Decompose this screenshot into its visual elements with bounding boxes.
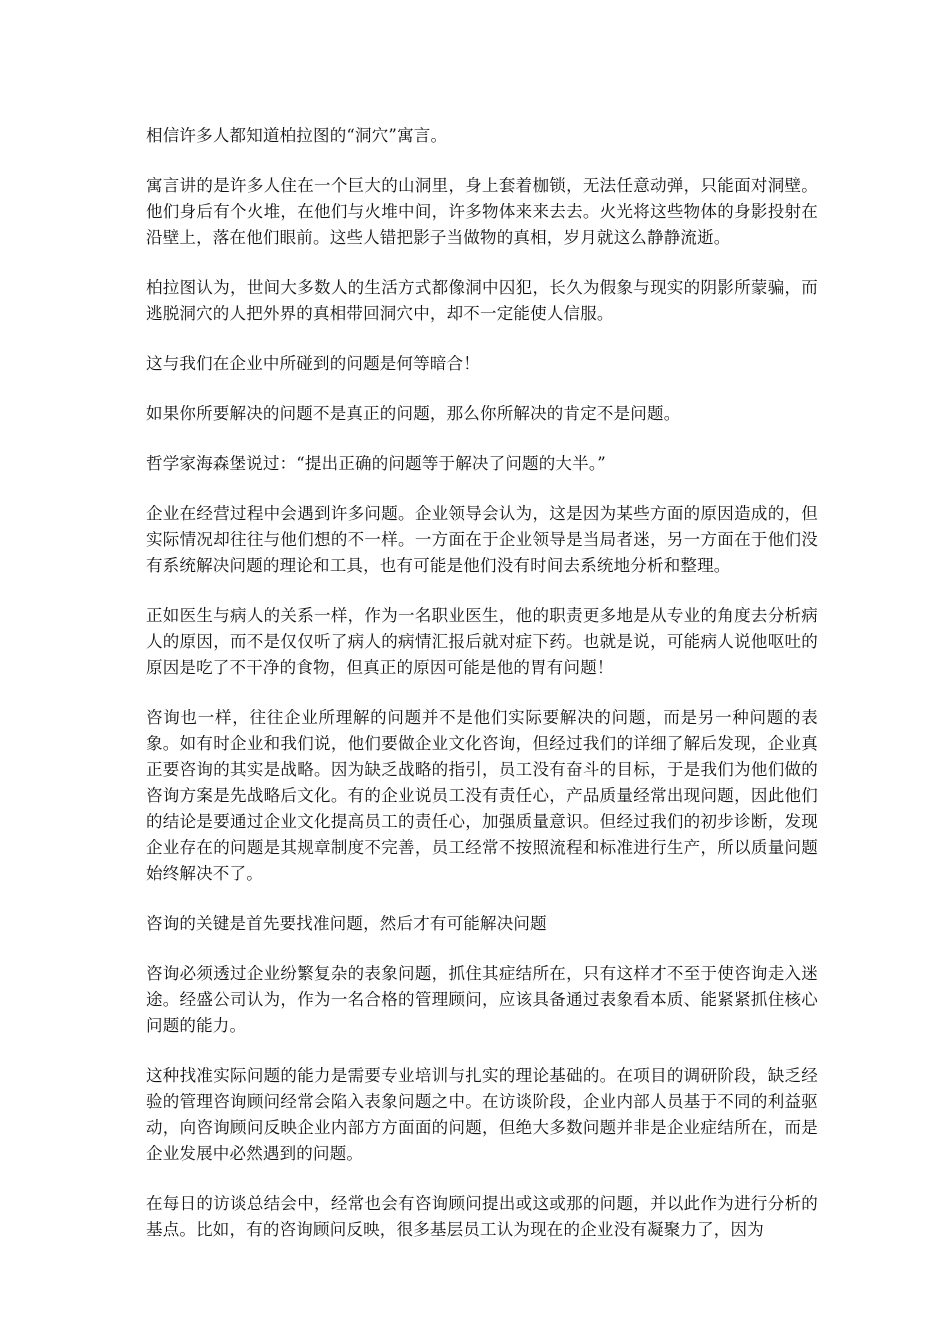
document-body xyxy=(146,123,818,1267)
paragraph: 企业在经营过程中会遇到许多问题。企业领导会认为，这是因为某些方面的原因造成的，但实际情况却往往与他们想的不一样。一方面在于企业领导是当局者迷，另一方面在于他们没有系统解决问题的理论和工具，也有可能是他们没有时间去系统地分析和整理。 xyxy=(146,504,818,575)
paragraph: 哲学家海森堡说过：“提出正确的问题等于解决了问题的大半。” xyxy=(146,454,606,473)
paragraph: 这与我们在企业中所碰到的问题是何等暗合！ xyxy=(146,354,480,373)
paragraph: 寓言讲的是许多人住在一个巨大的山洞里，身上套着枷锁，无法任意动弹，只能面对洞壁。他们身后有个火堆，在他们与火堆中间，许多物体来来去去。火光将这些物体的身影投射在沿壁上，落在他们眼前。这些人错把影子当做物的真相，岁月就这么静静流逝。 xyxy=(146,176,818,247)
paragraph: 在每日的访谈总结会中，经常也会有咨询顾问提出或这或那的问题，并以此作为进行分析的基点。比如，有的咨询顾问反映，很多基层员工认为现在的企业没有凝聚力了，因为 xyxy=(146,1194,818,1239)
paragraph: 咨询必须透过企业纷繁复杂的表象问题，抓住其症结所在，只有这样才不至于使咨询走入迷途。经盛公司认为，作为一名合格的管理顾问，应该具备通过表象看本质、能紧紧抓住核心问题的能力。 xyxy=(146,964,818,1035)
paragraph: 咨询的关键是首先要找准问题，然后才有可能解决问题 xyxy=(146,914,547,933)
paragraph: 相信许多人都知道柏拉图的“洞穴”寓言。 xyxy=(146,126,448,145)
paragraph: 如果你所要解决的问题不是真正的问题，那么你所解决的肯定不是问题。 xyxy=(146,404,681,423)
paragraph: 正如医生与病人的关系一样，作为一名职业医生，他的职责更多地是从专业的角度去分析病人的原因，而不是仅仅听了病人的病情汇报后就对症下药。也就是说，可能病人说他呕吐的原因是吃了不干净的食物，但真正的原因可能是他的胃有问题！ xyxy=(146,606,818,677)
paragraph: 柏拉图认为，世间大多数人的生活方式都像洞中囚犯，长久为假象与现实的阴影所蒙骗，而逃脱洞穴的人把外界的真相带回洞穴中，却不一定能使人信服。 xyxy=(146,278,818,323)
paragraph: 咨询也一样，往往企业所理解的问题并不是他们实际要解决的问题，而是另一种问题的表象。如有时企业和我们说，他们要做企业文化咨询，但经过我们的详细了解后发现，企业真正要咨询的其实是战略。因为缺乏战略的指引，员工没有奋斗的目标，于是我们为他们做的咨询方案是先战略后文化。有的企业说员工没有责任心，产品质量经常出现问题，因此他们的结论是要通过企业文化提高员工的责任心，加强质量意识。但经过我们的初步诊断，发现企业存在的问题是其规章制度不完善，员工经常不按照流程和标准进行生产，所以质量问题始终解决不了。 xyxy=(146,708,818,883)
paragraph: 这种找准实际问题的能力是需要专业培训与扎实的理论基础的。在项目的调研阶段，缺乏经验的管理咨询顾问经常会陷入表象问题之中。在访谈阶段，企业内部人员基于不同的利益驱动，向咨询顾问反映企业内部方方面面的问题，但绝大多数问题并非是企业症结所在，而是企业发展中必然遇到的问题。 xyxy=(146,1066,818,1163)
